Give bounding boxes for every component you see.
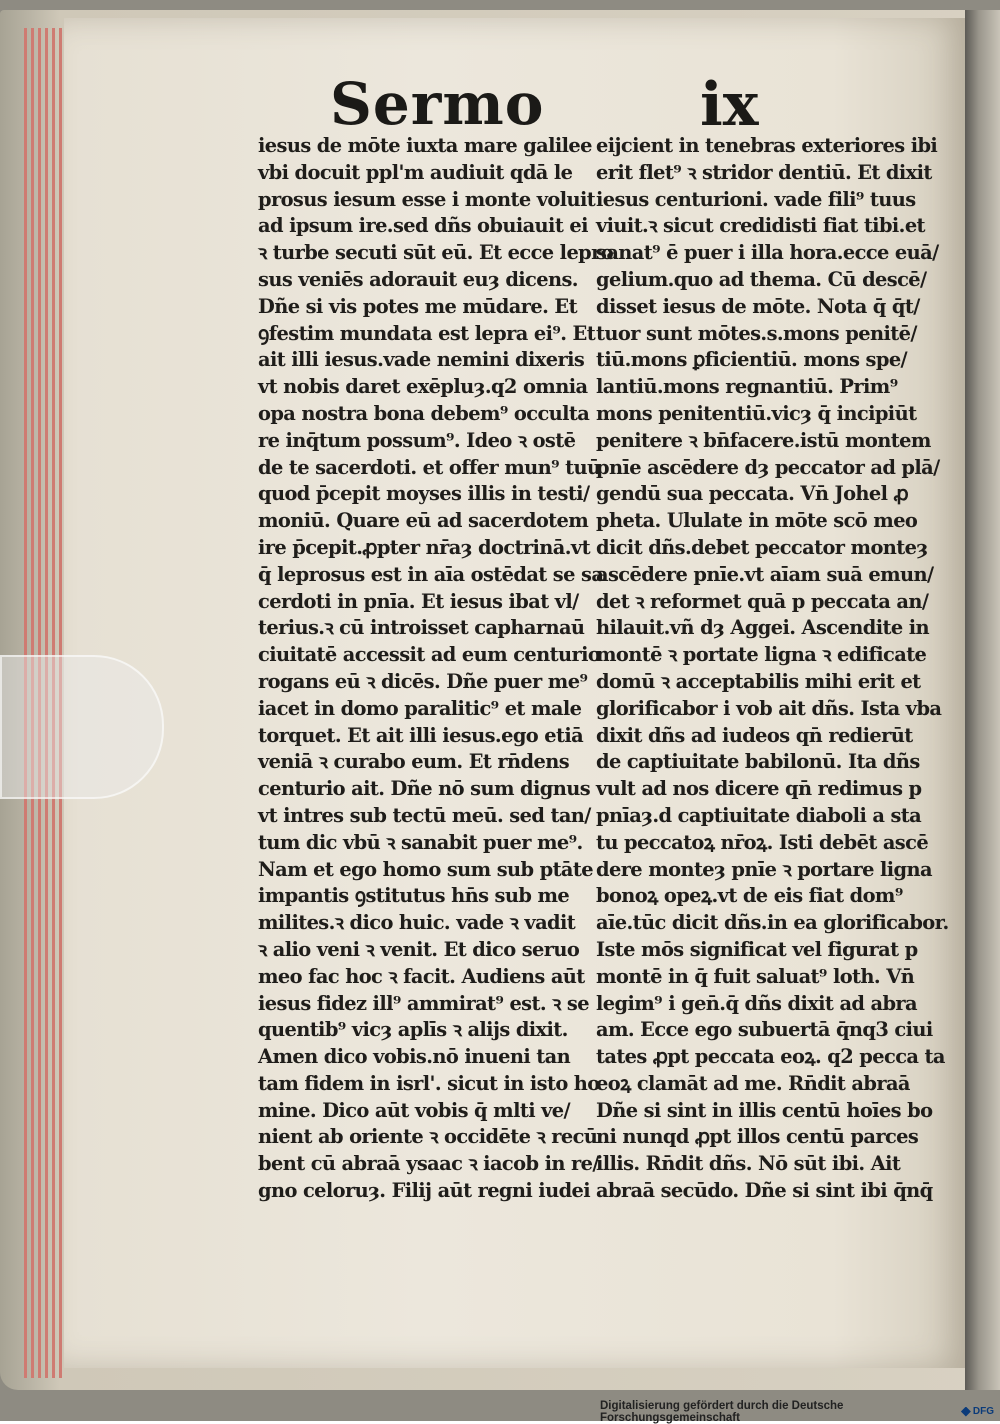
text-line: tates ꝓpt peccata eoꝝ. q2 pecca ta — [596, 1045, 945, 1069]
text-line: ire p̄cepit.ꝓpter nr̄aȝ doctrinā.vt — [258, 535, 590, 559]
running-heading-right: ix — [700, 70, 759, 140]
text-line: sanat⁹ ē puer i illa hora.ecce euā/ — [596, 241, 939, 265]
dfg-diamond-icon — [961, 1407, 971, 1417]
text-column-left — [258, 133, 614, 1205]
text-line: vt nobis daret exēpluȝ.q2 omnia — [258, 375, 588, 399]
text-line: ascēdere pnīe.vt aīam suā emun/ — [596, 562, 934, 586]
text-line: montē ꝛ portate ligna ꝛ edificate — [596, 643, 927, 667]
text-line: veniā ꝛ curabo eum. Et rn̄dens — [258, 750, 570, 774]
text-line: vult ad nos dicere qn̄ redimus p — [596, 777, 922, 801]
text-line: abraā secūdo. Dñe si sint ibi q̄nq̄ — [596, 1179, 933, 1203]
text-line: domū ꝛ acceptabilis mihi erit et — [596, 669, 921, 693]
page-clip-holder — [0, 655, 164, 799]
text-line: am. Ecce ego subuertā q̄nq3 ciui — [596, 1018, 933, 1042]
text-line: cerdoti in pnīa. Et iesus ibat vl/ — [258, 589, 579, 613]
text-line: gelium.quo ad thema. Cū descē/ — [596, 267, 927, 291]
text-line: Nam et ego homo sum sub ptāte — [258, 857, 593, 881]
text-line: milites.ꝛ dico huic. vade ꝛ vadit — [258, 911, 576, 935]
text-line: ni nunqd ꝓpt illos centū parces — [596, 1125, 919, 1149]
text-line: iesus fidez ill⁹ ammirat⁹ est. ꝛ se — [258, 991, 589, 1015]
text-line: iesus de mōte iuxta mare galilee — [258, 134, 592, 157]
text-line: glorificabor i vob ait dñs. Ista vba — [596, 696, 942, 720]
text-line: bent cū abraā ysaac ꝛ iacob in re/ — [258, 1152, 599, 1176]
text-line: de te sacerdoti. et offer mun⁹ tuū — [258, 455, 601, 479]
text-line: ꝯfestim mundata est lepra ei⁹. Et — [258, 321, 596, 345]
text-line: tiū.mons ꝑficientiū. mons spe/ — [596, 348, 908, 372]
text-line: pnīe ascēdere dȝ peccator ad plā/ — [596, 455, 940, 479]
text-line: det ꝛ reformet quā p peccata an/ — [596, 589, 929, 613]
text-line: gendū sua peccata. Vn̄ Johel ꝓ — [596, 482, 908, 506]
text-line: prosus iesum esse i monte voluit — [258, 187, 596, 211]
text-line: tam fidem in isrl'. sicut in isto ho — [258, 1071, 600, 1095]
text-line: pnīaȝ.d captiuitate diaboli a sta — [596, 803, 922, 827]
text-line: tu peccatoꝝ nr̄oꝝ. Isti debēt ascē — [596, 830, 929, 854]
text-line: legim⁹ i gen̄.q̄ dñs dixit ad abra — [596, 991, 918, 1015]
text-line: hilauit.vñ dȝ Aggei. Ascendite in — [596, 616, 929, 640]
text-line: quod p̄cepit moyses illis in testi/ — [258, 482, 590, 506]
text-line: penitere ꝛ bn̄facere.istū montem — [596, 428, 931, 452]
text-line: montē in q̄ fuit saluat⁹ loth. Vn̄ — [596, 964, 915, 988]
footer-credit: Digitalisierung gefördert durch die Deutsche Forschungsgemeinschaft — [600, 1399, 844, 1424]
text-line: gno celoruȝ. Filij aūt regni iudei — [258, 1179, 591, 1203]
text-line: iacet in domo paralitic⁹ et male — [258, 696, 582, 720]
text-line: de captiuitate babilonū. Ita dñs — [596, 750, 920, 774]
text-line: ait illi iesus.vade nemini dixeris — [258, 348, 585, 372]
text-line: dixit dñs ad iudeos qn̄ redierūt — [596, 723, 913, 747]
text-line: rogans eū ꝛ dicēs. Dñe puer me⁹ — [258, 669, 588, 693]
text-line: dicit dñs.debet peccator monteȝ — [596, 535, 928, 559]
text-line: torquet. Et ait illi iesus.ego etiā — [258, 723, 584, 747]
text-line: iesus centurioni. vade fili⁹ tuus — [596, 187, 916, 211]
text-line: aīe.tūc dicit dñs.in ea glorificabor. — [596, 911, 949, 935]
text-line: Dñe si vis potes me mūdare. Et — [258, 294, 577, 318]
text-line: pheta. Ululate in mōte scō meo — [596, 509, 918, 533]
text-line: mine. Dico aūt vobis q̄ mlti ve/ — [258, 1098, 571, 1122]
text-column-right — [596, 133, 949, 1205]
digitization-footer — [600, 1399, 1000, 1424]
text-line: vbi docuit ppl'm audiuit qdā le — [258, 160, 573, 184]
text-line: lantiū.mons regnantiū. Prim⁹ — [596, 375, 898, 399]
text-line: tuor sunt mōtes.s.mons penitē/ — [596, 321, 917, 345]
text-line: disset iesus de mōte. Nota q̄ q̄t/ — [596, 294, 920, 318]
running-heading-left: Sermo — [330, 70, 545, 138]
book-gutter — [965, 10, 1000, 1390]
text-line: nient ab oriente ꝛ occidēte ꝛ recū — [258, 1125, 598, 1149]
text-line: meo fac hoc ꝛ facit. Audiens aūt — [258, 964, 585, 988]
dfg-logo — [961, 1406, 994, 1417]
text-line: dere monteȝ pnīe ꝛ portare ligna — [596, 857, 932, 881]
text-line: q̄ leprosus est in aīa ostēdat se sa — [258, 562, 604, 586]
text-line: ad ipsum ire.sed dñs obuiauit ei — [258, 214, 588, 238]
text-line: sus veniēs adorauit euȝ dicens. — [258, 267, 578, 291]
text-line: eijcient in tenebras exteriores ibi — [596, 134, 938, 157]
text-line: terius.ꝛ cū introisset capharnaū — [258, 616, 585, 640]
text-line: vt intres sub tectū meū. sed tan/ — [258, 803, 591, 827]
text-line: illis. Rn̄dit dñs. Nō sūt ibi. Ait — [596, 1152, 901, 1176]
text-line: impantis ꝯstitutus hn̄s sub me — [258, 884, 570, 908]
text-line: eoꝝ clamāt ad me. Rn̄dit abraā — [596, 1071, 910, 1095]
text-line: viuit.ꝛ sicut credidisti fiat tibi.et — [596, 214, 925, 238]
text-line: re inq̄tum possum⁹. Ideo ꝛ ostē — [258, 428, 576, 452]
text-line: Amen dico vobis.nō inueni tan — [258, 1045, 571, 1069]
text-line: mons penitentiū.vicȝ q̄ incipiūt — [596, 401, 917, 425]
text-line: moniū. Quare eū ad sacerdotem — [258, 509, 589, 533]
text-line: Dñe si sint in illis centū hoīes bo — [596, 1098, 933, 1122]
text-line: quentib⁹ vicȝ aplīs ꝛ alijs dixit. — [258, 1018, 568, 1042]
text-line: Iste mōs significat vel figurat p — [596, 937, 918, 961]
dfg-logo-text: DFG — [972, 1406, 994, 1417]
text-line: ꝛ alio veni ꝛ venit. Et dico seruo — [258, 937, 580, 961]
text-line: centurio ait. Dñe nō sum dignus — [258, 777, 591, 801]
text-line: bonoꝝ opeꝝ.vt de eis fiat dom⁹ — [596, 884, 903, 908]
text-line: tum dic vbū ꝛ sanabit puer me⁹. — [258, 830, 583, 854]
text-line: ꝛ turbe secuti sūt eū. Et ecce lepro — [258, 241, 614, 265]
text-line: ciuitatē accessit ad eum centurio — [258, 643, 601, 667]
text-line: erit flet⁹ ꝛ stridor dentiū. Et dixit — [596, 160, 932, 184]
text-line: opa nostra bona debem⁹ occulta — [258, 401, 590, 425]
